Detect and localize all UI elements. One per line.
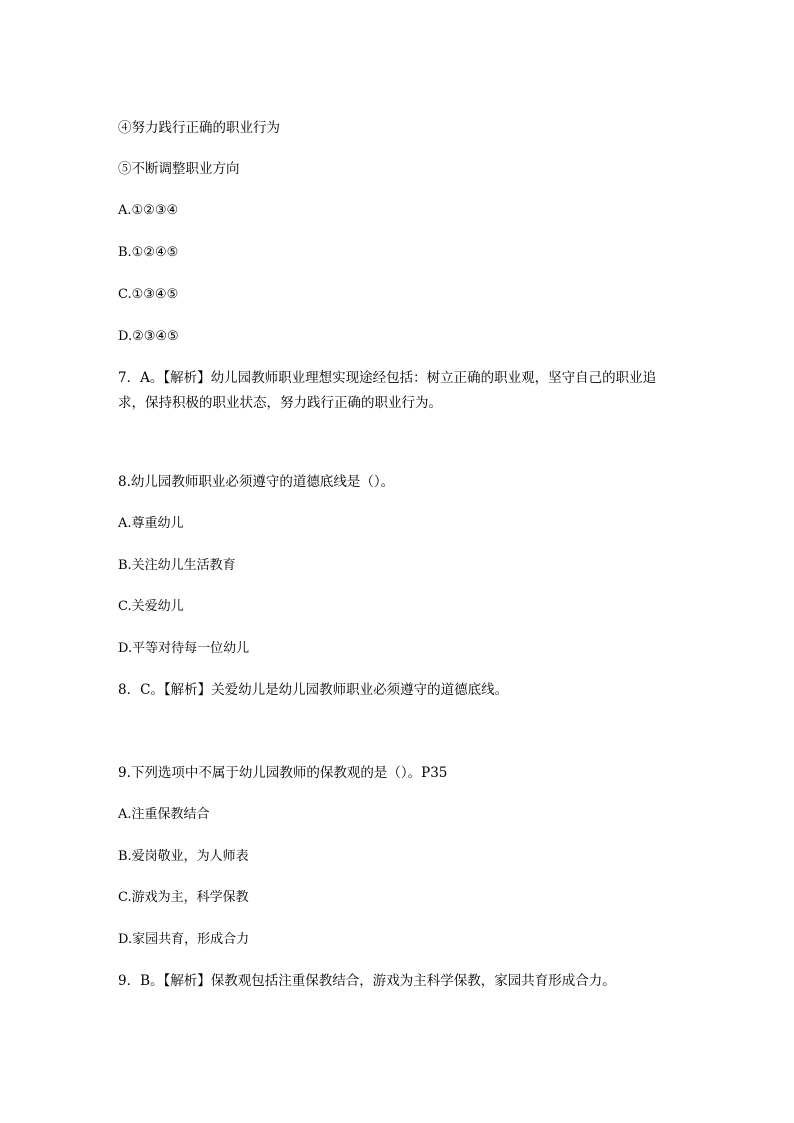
q8-answer-explanation: 8．C。【解析】关爱幼儿是幼儿园教师职业必须遵守的道德底线。 <box>118 682 509 698</box>
q9-question: 9.下列选项中不属于幼儿园教师的保教观的是（）。P35 <box>118 765 448 781</box>
q9-option-b: B.爱岗敬业，为人师表 <box>118 849 249 864</box>
q9-answer-explanation: 9．B。【解析】保教观包括注重保教结合，游戏为主科学保教，家园共育形成合力。 <box>118 973 616 989</box>
q9-option-c: C.游戏为主，科学保教 <box>118 890 249 905</box>
q9-option-d: D.家园共育，形成合力 <box>118 932 250 947</box>
q8-option-b: B.关注幼儿生活教育 <box>118 558 236 573</box>
q8-option-c: C.关爱幼儿 <box>118 599 184 614</box>
q7-answer-explanation: 7．A。【解析】幼儿园教师职业理想实现途经包括：树立正确的职业观，坚守自己的职业追求，保持积极的职业状态，努力践行正确的职业行为。 <box>118 370 657 411</box>
q6-option-a: A.①②③④ <box>118 203 179 218</box>
q6-option-d: D.②③④⑤ <box>118 329 179 344</box>
q6-item-5: ⑤不断调整职业方向 <box>118 161 240 177</box>
q8-option-a: A.尊重幼儿 <box>118 516 184 531</box>
q6-option-c: C.①③④⑤ <box>118 287 179 302</box>
q6-item-4: ④努力践行正确的职业行为 <box>118 120 280 136</box>
q8-question: 8.幼儿园教师职业必须遵守的道德底线是（）。 <box>118 474 395 490</box>
q9-option-a: A.注重保教结合 <box>118 807 210 822</box>
q6-option-b: B.①②④⑤ <box>118 245 179 260</box>
q8-option-d: D.平等对待每一位幼儿 <box>118 641 250 656</box>
